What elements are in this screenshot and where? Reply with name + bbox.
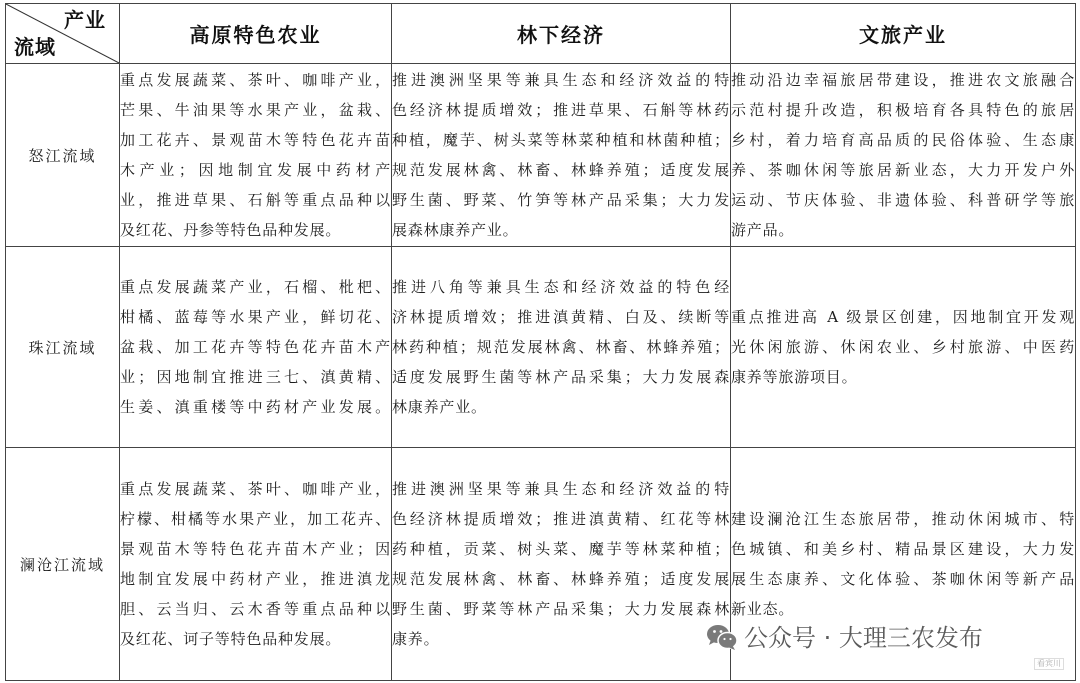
cell-plateau-agriculture bbox=[120, 247, 392, 448]
cell-text-line: 业；因地制宜推进三七、滇黄精、 bbox=[120, 368, 391, 386]
row-header-basin: 澜沧江流域 bbox=[6, 448, 120, 681]
cell-text-line: 游产品。 bbox=[731, 221, 795, 239]
cell-text-line: 景观苗木等特色花卉苗木产业；因 bbox=[120, 540, 391, 558]
cell-text-line: 柑橘、蓝莓等水果产业，鲜切花、 bbox=[120, 308, 391, 326]
cell-text-line: 展生态康养、文化体验、茶咖休闲等新产品 bbox=[731, 570, 1075, 588]
header-corner-basin-label: 流域 bbox=[14, 35, 56, 59]
table-row-zhujiang bbox=[6, 247, 1076, 448]
table-row-nujiang bbox=[6, 64, 1076, 247]
cell-text-line: 木产业；因地制宜发展中药材产 bbox=[120, 161, 391, 179]
cell-text-line: 重点发展蔬菜、茶叶、咖啡产业， bbox=[120, 480, 391, 498]
cell-text-line: 建设澜沧江生态旅居带，推动休闲城市、特 bbox=[731, 510, 1075, 528]
row-header-basin: 珠江流域 bbox=[6, 247, 120, 448]
cell-plateau-agriculture bbox=[120, 64, 392, 247]
cell-text-line: 及红花、丹参等特色品种发展。 bbox=[120, 221, 342, 239]
header-corner-industry-label: 产业 bbox=[64, 8, 106, 32]
cell-text-line: 重点发展蔬菜产业，石榴、枇杷、 bbox=[120, 278, 391, 296]
cell-text-line: 林康养产业。 bbox=[392, 398, 487, 416]
cell-text-line: 推动沿边幸福旅居带建设，推进农文旅融合 bbox=[731, 71, 1075, 89]
row-header-basin: 怒江流域 bbox=[6, 64, 120, 247]
cell-text-line: 业，推进草果、石斛等重点品种以 bbox=[120, 191, 391, 209]
cell-text-line: 运动、节庆体验、非遗体验、科普研学等旅 bbox=[731, 191, 1075, 209]
cell-forest-economy bbox=[392, 247, 731, 448]
cell-text-line: 新业态。 bbox=[731, 600, 795, 618]
diagonal-header-box bbox=[6, 4, 119, 63]
cell-text-line: 生姜、滇重楼等中药材产业发展。 bbox=[120, 398, 391, 416]
cell-text-line: 种植，魔芋、树头菜等林菜种植和林菌种植； bbox=[392, 131, 730, 149]
cell-text-line: 地制宜发展中药材产业，推进滇龙 bbox=[120, 570, 391, 588]
cell-culture-tourism bbox=[731, 247, 1076, 448]
cell-text-line: 推进澳洲坚果等兼具生态和经济效益的特 bbox=[392, 480, 730, 498]
cell-forest-economy bbox=[392, 64, 731, 247]
cell-text-line: 色经济林提质增效；推进草果、石斛等林药 bbox=[392, 101, 730, 119]
cell-text-line: 色经济林提质增效；推进滇黄精、红花等林 bbox=[392, 510, 730, 528]
cell-text-line: 养、茶咖休闲等旅居新业态，大力开发户外 bbox=[731, 161, 1075, 179]
cell-text-line: 乡村，着力培育高品质的民俗体验、生态康 bbox=[731, 131, 1075, 149]
cell-text-line: 推进八角等兼具生态和经济效益的特色经 bbox=[392, 278, 730, 296]
cell-text-line: 盆栽、加工花卉等特色花卉苗木产 bbox=[120, 338, 391, 356]
cell-text-line: 推进澳洲坚果等兼具生态和经济效益的特 bbox=[392, 71, 730, 89]
wechat-icon bbox=[706, 623, 738, 651]
cell-text-line: 康养等旅游项目。 bbox=[731, 368, 858, 386]
cell-text-line: 规范发展林禽、林畜、林蜂养殖；适度发展 bbox=[392, 161, 730, 179]
cell-text-line: 芒果、牛油果等水果产业，盆栽、 bbox=[120, 101, 391, 119]
column-header-forest-economy: 林下经济 bbox=[392, 4, 731, 64]
column-header-culture-tourism: 文旅产业 bbox=[731, 4, 1076, 64]
cell-text-line: 野生菌、野菜、竹笋等林产品采集；大力发 bbox=[392, 191, 730, 209]
header-row bbox=[6, 4, 1076, 64]
cell-text-line: 济林提质增效；推进滇黄精、白及、续断等 bbox=[392, 308, 730, 326]
cell-text-line: 光休闲旅游、休闲农业、乡村旅游、中医药 bbox=[731, 338, 1075, 356]
column-header-plateau-agriculture: 高原特色农业 bbox=[120, 4, 392, 64]
cell-text-line: 林药种植；规范发展林禽、林畜、林蜂养殖； bbox=[392, 338, 730, 356]
cell-text-line: 适度发展野生菌等林产品采集；大力发展森 bbox=[392, 368, 730, 386]
cell-text-line: 重点发展蔬菜、茶叶、咖啡产业， bbox=[120, 71, 391, 89]
industry-basin-table bbox=[5, 3, 1076, 681]
corner-tag: 看宾川 bbox=[1034, 658, 1064, 670]
cell-text-line: 胆、云当归、云木香等重点品种以 bbox=[120, 600, 391, 618]
cell-text-line: 重点推进高 A 级景区创建，因地制宜开发观 bbox=[731, 308, 1075, 326]
cell-forest-economy bbox=[392, 448, 731, 681]
cell-text-line: 展森林康养产业。 bbox=[392, 221, 519, 239]
watermark-text: 公众号 · 大理三农发布 bbox=[744, 624, 983, 652]
cell-text-line: 药种植，贡菜、树头菜、魔芋等林菜种植； bbox=[392, 540, 730, 558]
cell-text-line: 柠檬、柑橘等水果产业，加工花卉、 bbox=[120, 510, 391, 528]
cell-text-line: 野生菌、野菜等林产品采集；大力发展森林 bbox=[392, 600, 730, 618]
cell-culture-tourism bbox=[731, 64, 1076, 247]
cell-plateau-agriculture bbox=[120, 448, 392, 681]
cell-text-line: 加工花卉、景观苗木等特色花卉苗 bbox=[120, 131, 391, 149]
cell-text-line: 康养。 bbox=[392, 630, 440, 648]
diagonal-header-cell bbox=[6, 4, 120, 64]
cell-text-line: 色城镇、和美乡村、精品景区建设，大力发 bbox=[731, 540, 1075, 558]
cell-text-line: 及红花、诃子等特色品种发展。 bbox=[120, 630, 342, 648]
cell-text-line: 示范村提升改造，积极培育各具特色的旅居 bbox=[731, 101, 1075, 119]
cell-text-line: 规范发展林禽、林畜、林蜂养殖；适度发展 bbox=[392, 570, 730, 588]
